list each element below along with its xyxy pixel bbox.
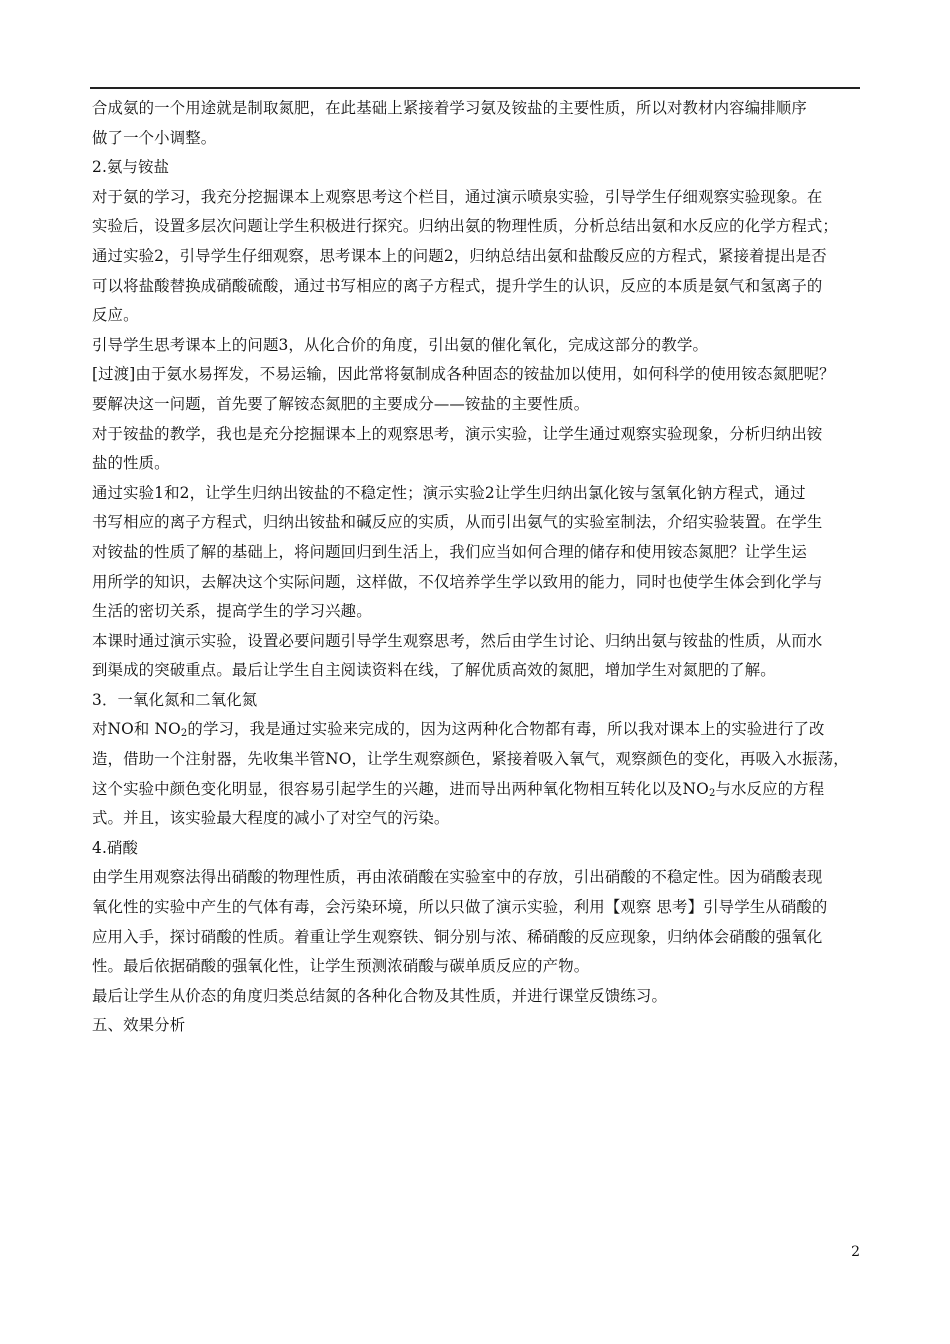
text-line: 对铵盐的性质了解的基础上，将问题回归到生活上，我们应当如何合理的储存和使用铵态氮肥？让学生运 <box>92 542 807 561</box>
text-line: 式。并且，该实验最大程度的减小了对空气的污染。 <box>92 809 450 828</box>
text-line: 本课时通过演示实验，设置必要问题引导学生观察思考，然后由学生讨论、归纳出氨与铵盐的性质，从而水 <box>92 631 823 650</box>
text-line: 最后让学生从价态的角度归类总结氮的各种化合物及其性质，并进行课堂反馈练习。 <box>92 986 668 1005</box>
text-line: 盐的性质。 <box>92 454 170 473</box>
text-line: 通过实验2，引导学生仔细观察，思考课本上的问题2，归纳总结出氨和盐酸反应的方程式，紧接着提出是否 <box>92 246 827 265</box>
text-line: 氧化性的实验中产生的气体有毒，会污染环境，所以只做了演示实验，利用【观察 思考】引导学生从硝酸的 <box>92 898 828 917</box>
text-run: 与水反应的方程 <box>715 779 825 798</box>
text-line: 反应。 <box>92 306 139 325</box>
text-line: [过渡]由于氨水易挥发，不易运输，因此常将氨制成各种固态的铵盐加以使用，如何科学的使用铵态氮肥呢？ <box>92 365 835 384</box>
text-line: 造，借助一个注射器，先收集半管NO，让学生观察颜色，紧接着吸入氧气，观察颜色的变化，再吸入水振荡， <box>92 750 849 769</box>
text-line: 由学生用观察法得出硝酸的物理性质，再由浓硝酸在实验室中的存放，引出硝酸的不稳定性。因为硝酸表现 <box>92 868 823 887</box>
section-heading: 4.硝酸 <box>92 838 139 857</box>
text-line: 用所学的知识，去解决这个实际问题，这样做，不仅培养学生学以致用的能力，同时也使学生体会到化学与 <box>92 572 823 591</box>
text-line: 对于氨的学习，我充分挖掘课本上观察思考这个栏目，通过演示喷泉实验，引导学生仔细观察实验现象。在 <box>92 187 823 206</box>
section-heading: 五、效果分析 <box>92 1016 186 1035</box>
text-line <box>92 775 864 805</box>
document-body <box>92 94 864 1041</box>
text-line: 应用入手，探讨硝酸的性质。着重让学生观察铁、铜分别与浓、稀硝酸的反应现象，归纳体会硝酸的强氧化 <box>92 927 823 946</box>
text-line: 要解决这一问题，首先要了解铵态氮肥的主要成分——铵盐的主要性质。 <box>92 394 590 413</box>
text-line: 对于铵盐的教学，我也是充分挖掘课本上的观察思考，演示实验，让学生通过观察实验现象，分析归纳出铵 <box>92 424 823 443</box>
text-line: 书写相应的离子方程式，归纳出铵盐和碱反应的实质，从而引出氨气的实验室制法，介绍实验装置。在学生 <box>92 513 823 532</box>
text-line: 做了一个小调整。 <box>92 128 217 147</box>
text-line: 生活的密切关系，提高学生的学习兴趣。 <box>92 602 372 621</box>
subscript: 2 <box>180 728 188 740</box>
text-line: 性。最后依据硝酸的强氧化性，让学生预测浓硝酸与碳单质反应的产物。 <box>92 957 590 976</box>
subscript: 2 <box>708 787 716 799</box>
text-run: 对NO和 NO <box>92 720 181 739</box>
text-line: 合成氨的一个用途就是制取氮肥，在此基础上紧接着学习氨及铵盐的主要性质，所以对教材内容编排顺序 <box>92 99 807 117</box>
text-line: 可以将盐酸替换成硝酸硫酸，通过书写相应的离子方程式，提升学生的认识，反应的本质是氨气和氢离子的 <box>92 276 823 295</box>
section-heading: 3．一氧化氮和二氧化氮 <box>92 690 258 709</box>
section-heading: 2.氨与铵盐 <box>92 158 170 177</box>
text-line: 到渠成的突破重点。最后让学生自主阅读资料在线，了解优质高效的氮肥，增加学生对氮肥的了解。 <box>92 661 776 680</box>
text-line: 引导学生思考课本上的问题3，从化合价的角度，引出氨的催化氧化，完成这部分的教学。 <box>92 335 709 354</box>
page-number: 2 <box>851 1244 860 1260</box>
text-line: 通过实验1和2，让学生归纳出铵盐的不稳定性；演示实验2让学生归纳出氯化铵与氢氧化钠方程式，通过 <box>92 483 806 502</box>
text-run: 的学习，我是通过实验来完成的，因为这两种化合物都有毒，所以我对课本上的实验进行了改 <box>187 720 825 739</box>
text-run: 这个实验中颜色变化明显，很容易引起学生的兴趣，进而导出两种氧化物相互转化以及NO <box>92 779 709 798</box>
header-rule <box>90 87 860 89</box>
text-line <box>92 715 864 745</box>
text-line: 实验后，设置多层次问题让学生积极进行探究。归纳出氨的物理性质，分析总结出氨和水反应的化学方程式； <box>92 217 838 236</box>
